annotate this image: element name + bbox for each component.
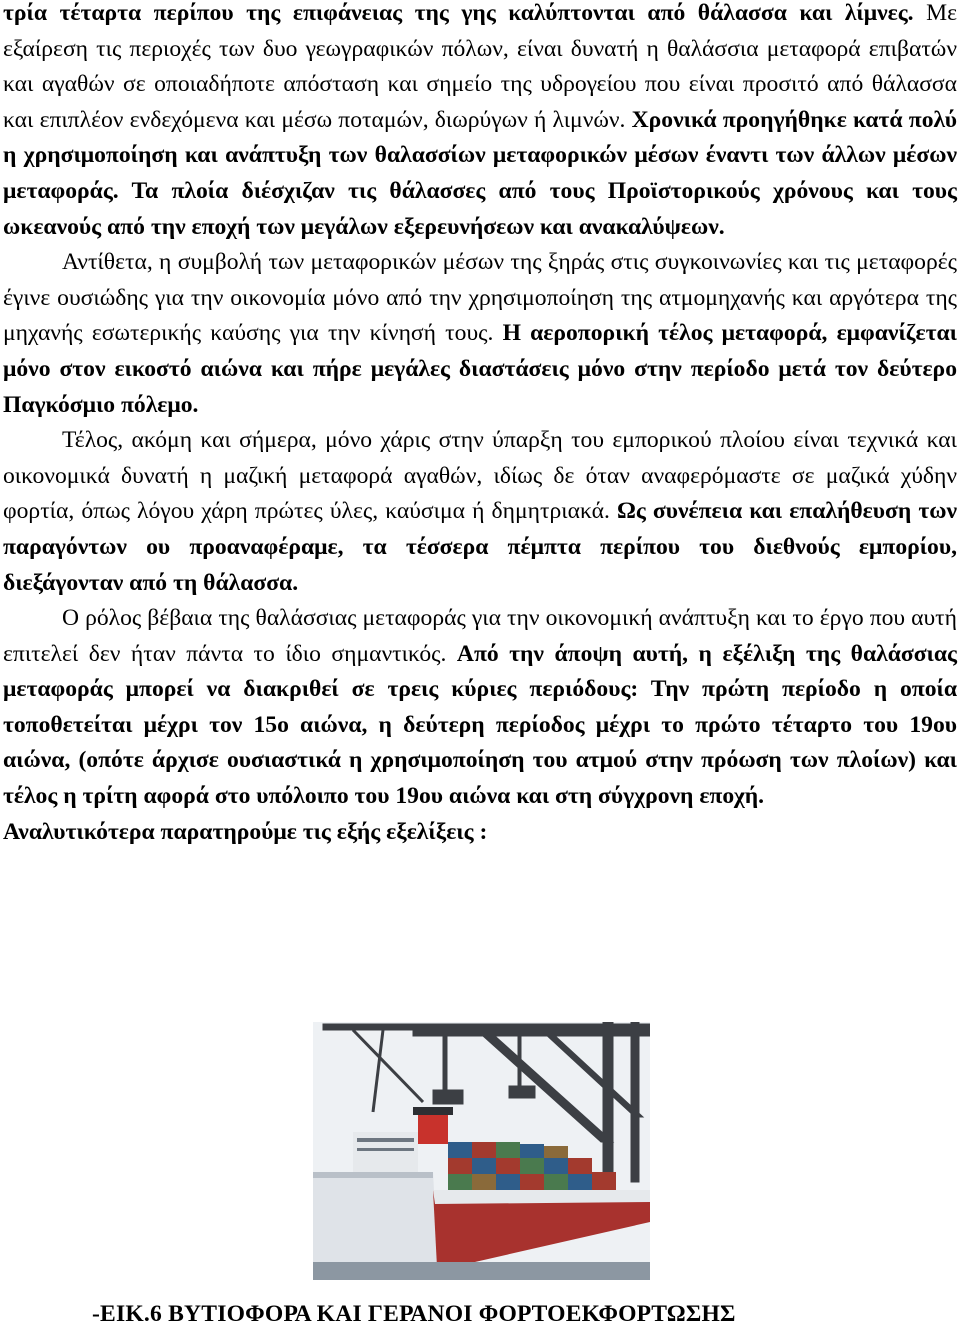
container — [496, 1174, 520, 1190]
container — [544, 1146, 568, 1158]
ship-cranes-illustration — [313, 1022, 650, 1280]
container-ship-upper-hull — [433, 1190, 650, 1204]
paragraph-2 — [3, 245, 957, 423]
container — [448, 1158, 472, 1174]
crane-leg-a — [603, 1022, 613, 1172]
tanker-deck — [313, 1172, 433, 1178]
crane-leg-b — [631, 1022, 639, 1182]
crane-cable-b — [518, 1036, 521, 1091]
container — [472, 1158, 496, 1174]
paragraph-3-segment-1: Τέλος, ακόμη και σήμερα, μόνο χάρις στην ύπαρξη του εμπορικού πλοίου είναι τεχνικά και οικονομικά δυνατή η μαζική μεταφορά αγαθών, ιδίως δε όταν αναφερόμαστε σε μαζικά χύδην φορτία, όπως λόγου χάρη πρώτες ύλες, καύσιμα ή δημητριακά. — [3, 427, 957, 525]
bridge-windows-lower — [357, 1148, 414, 1151]
crane-spreader-b — [509, 1086, 535, 1098]
container — [472, 1142, 496, 1158]
crane-cable-a — [443, 1036, 447, 1096]
paragraph-3-segment-2: Ως συνέπεια και επαλήθευση των παραγόντων ου προαναφέραμε, τα τέσσερα πέμπτα περίπου του διεθνούς εμπορίου, διεξάγονταν από τη θάλασσα. — [3, 498, 957, 596]
container — [448, 1174, 472, 1190]
paragraph-2-segment-1: Αντίθετα, η συμβολή των μεταφορικών μέσων της ξηράς στις συγκοινωνίες και τις μεταφορές έγινε ουσιώδης για την οικονομία μόνο από την χρησιμοποίηση της ατμομηχανής και αργότερα της μηχανής εσωτερικής καύσης για την κίνησή τους. — [3, 249, 957, 347]
tanker-hull — [313, 1172, 438, 1267]
paragraph-4-segment-1: Ο ρόλος βέβαια της θαλάσσιας μεταφοράς για την οικονομική ανάπτυξη και το έργο που αυτή επιτελεί δεν ήταν πάντα το ίδιο σημαντικός. — [3, 605, 957, 667]
paragraph-1-segment-2: Με εξαίρεση τις περιοχές των δυο γεωγραφικών πόλων, είναι δυνατή η θαλάσσια μεταφορά επιβατών και αγαθών σε οποιαδήποτε απόσταση και σημείο της υδρογείου που είναι προσιτό από θάλασσα και επιπλέον ενδεχόμενα και μέσω ποταμών, διωρύγων ή λιμνών. — [3, 0, 957, 133]
container — [520, 1174, 544, 1190]
paragraph-5-segment-1: Αναλυτικότερα παρατηρούμε τις εξής εξελίξεις : — [3, 818, 488, 845]
paragraph-2-segment-2: Η αεροπορική τέλος μεταφορά, εμφανίζεται μόνο στον εικοστό αιώνα και πήρε μεγάλες διαστάσεις μόνο στην περίοδο μετά τον δεύτερο Παγκόσμιο πόλεμο. — [3, 320, 957, 418]
container — [520, 1144, 544, 1158]
water — [313, 1262, 650, 1280]
paragraph-1 — [3, 0, 957, 245]
bridge-windows — [357, 1138, 414, 1142]
paragraph-1-segment-1: τρία τέταρτα περίπου της επιφάνειας της γης καλύπτονται από θάλασσα και λίμνες. — [3, 0, 927, 26]
container — [544, 1174, 568, 1190]
paragraph-4-segment-2: Από την άποψη αυτή, η εξέλιξη της θαλάσσιας μεταφοράς μπορεί να διακριθεί σε τρεις κύριες περιόδους: Την πρώτη περίοδο η οποία τοποθετείται μέχρι τον 15ο αιώνα, η δεύτερη περίοδος μέχρι το πρώτο τέταρτο του 19ου αιώνα, (οπότε άρχισε ουσιαστικά η χρησιμοποίηση του ατμού στην πρόωση των πλοίων) και τέλος η τρίτη αφορά στο υπόλοιπο του 19ου αιώνα και στη σύγχρονη εποχή. — [3, 640, 957, 810]
container — [568, 1174, 592, 1190]
funnel-top — [413, 1107, 453, 1115]
funnel — [418, 1114, 448, 1144]
paragraph-4 — [3, 601, 957, 815]
body-text — [3, 0, 957, 850]
container — [592, 1172, 616, 1190]
container — [520, 1158, 544, 1174]
figure-caption: -ΕΙΚ.6 ΒΥΤΙΟΦΟΡΑ ΚΑΙ ΓΕΡΑΝΟΙ ΦΟΡΤΟΕΚΦΟΡΤΩΣΗΣ — [92, 1301, 736, 1327]
crane-spreader-a — [433, 1090, 463, 1104]
container — [448, 1142, 472, 1158]
paragraph-3 — [3, 423, 957, 601]
crane-boom — [413, 1028, 650, 1036]
paragraph-1-segment-3: Χρονικά προηγήθηκε κατά πολύ η χρησιμοποίηση και ανάπτυξη των θαλασσίων μεταφορικών μέσων έναντι των άλλων μέσων μεταφοράς. Τα πλοία διέσχιζαν τις θάλασσες από τους Προϊστορικούς χρόνους και τους ωκεανούς από την εποχή των μεγάλων εξερευνήσεων και ανακαλύψεων. — [3, 106, 958, 240]
container — [472, 1174, 496, 1190]
paragraph-5 — [3, 815, 957, 851]
ship-cranes-photo — [313, 1022, 650, 1280]
container — [544, 1158, 568, 1174]
container — [496, 1158, 520, 1174]
container — [568, 1158, 592, 1174]
container — [496, 1142, 520, 1158]
